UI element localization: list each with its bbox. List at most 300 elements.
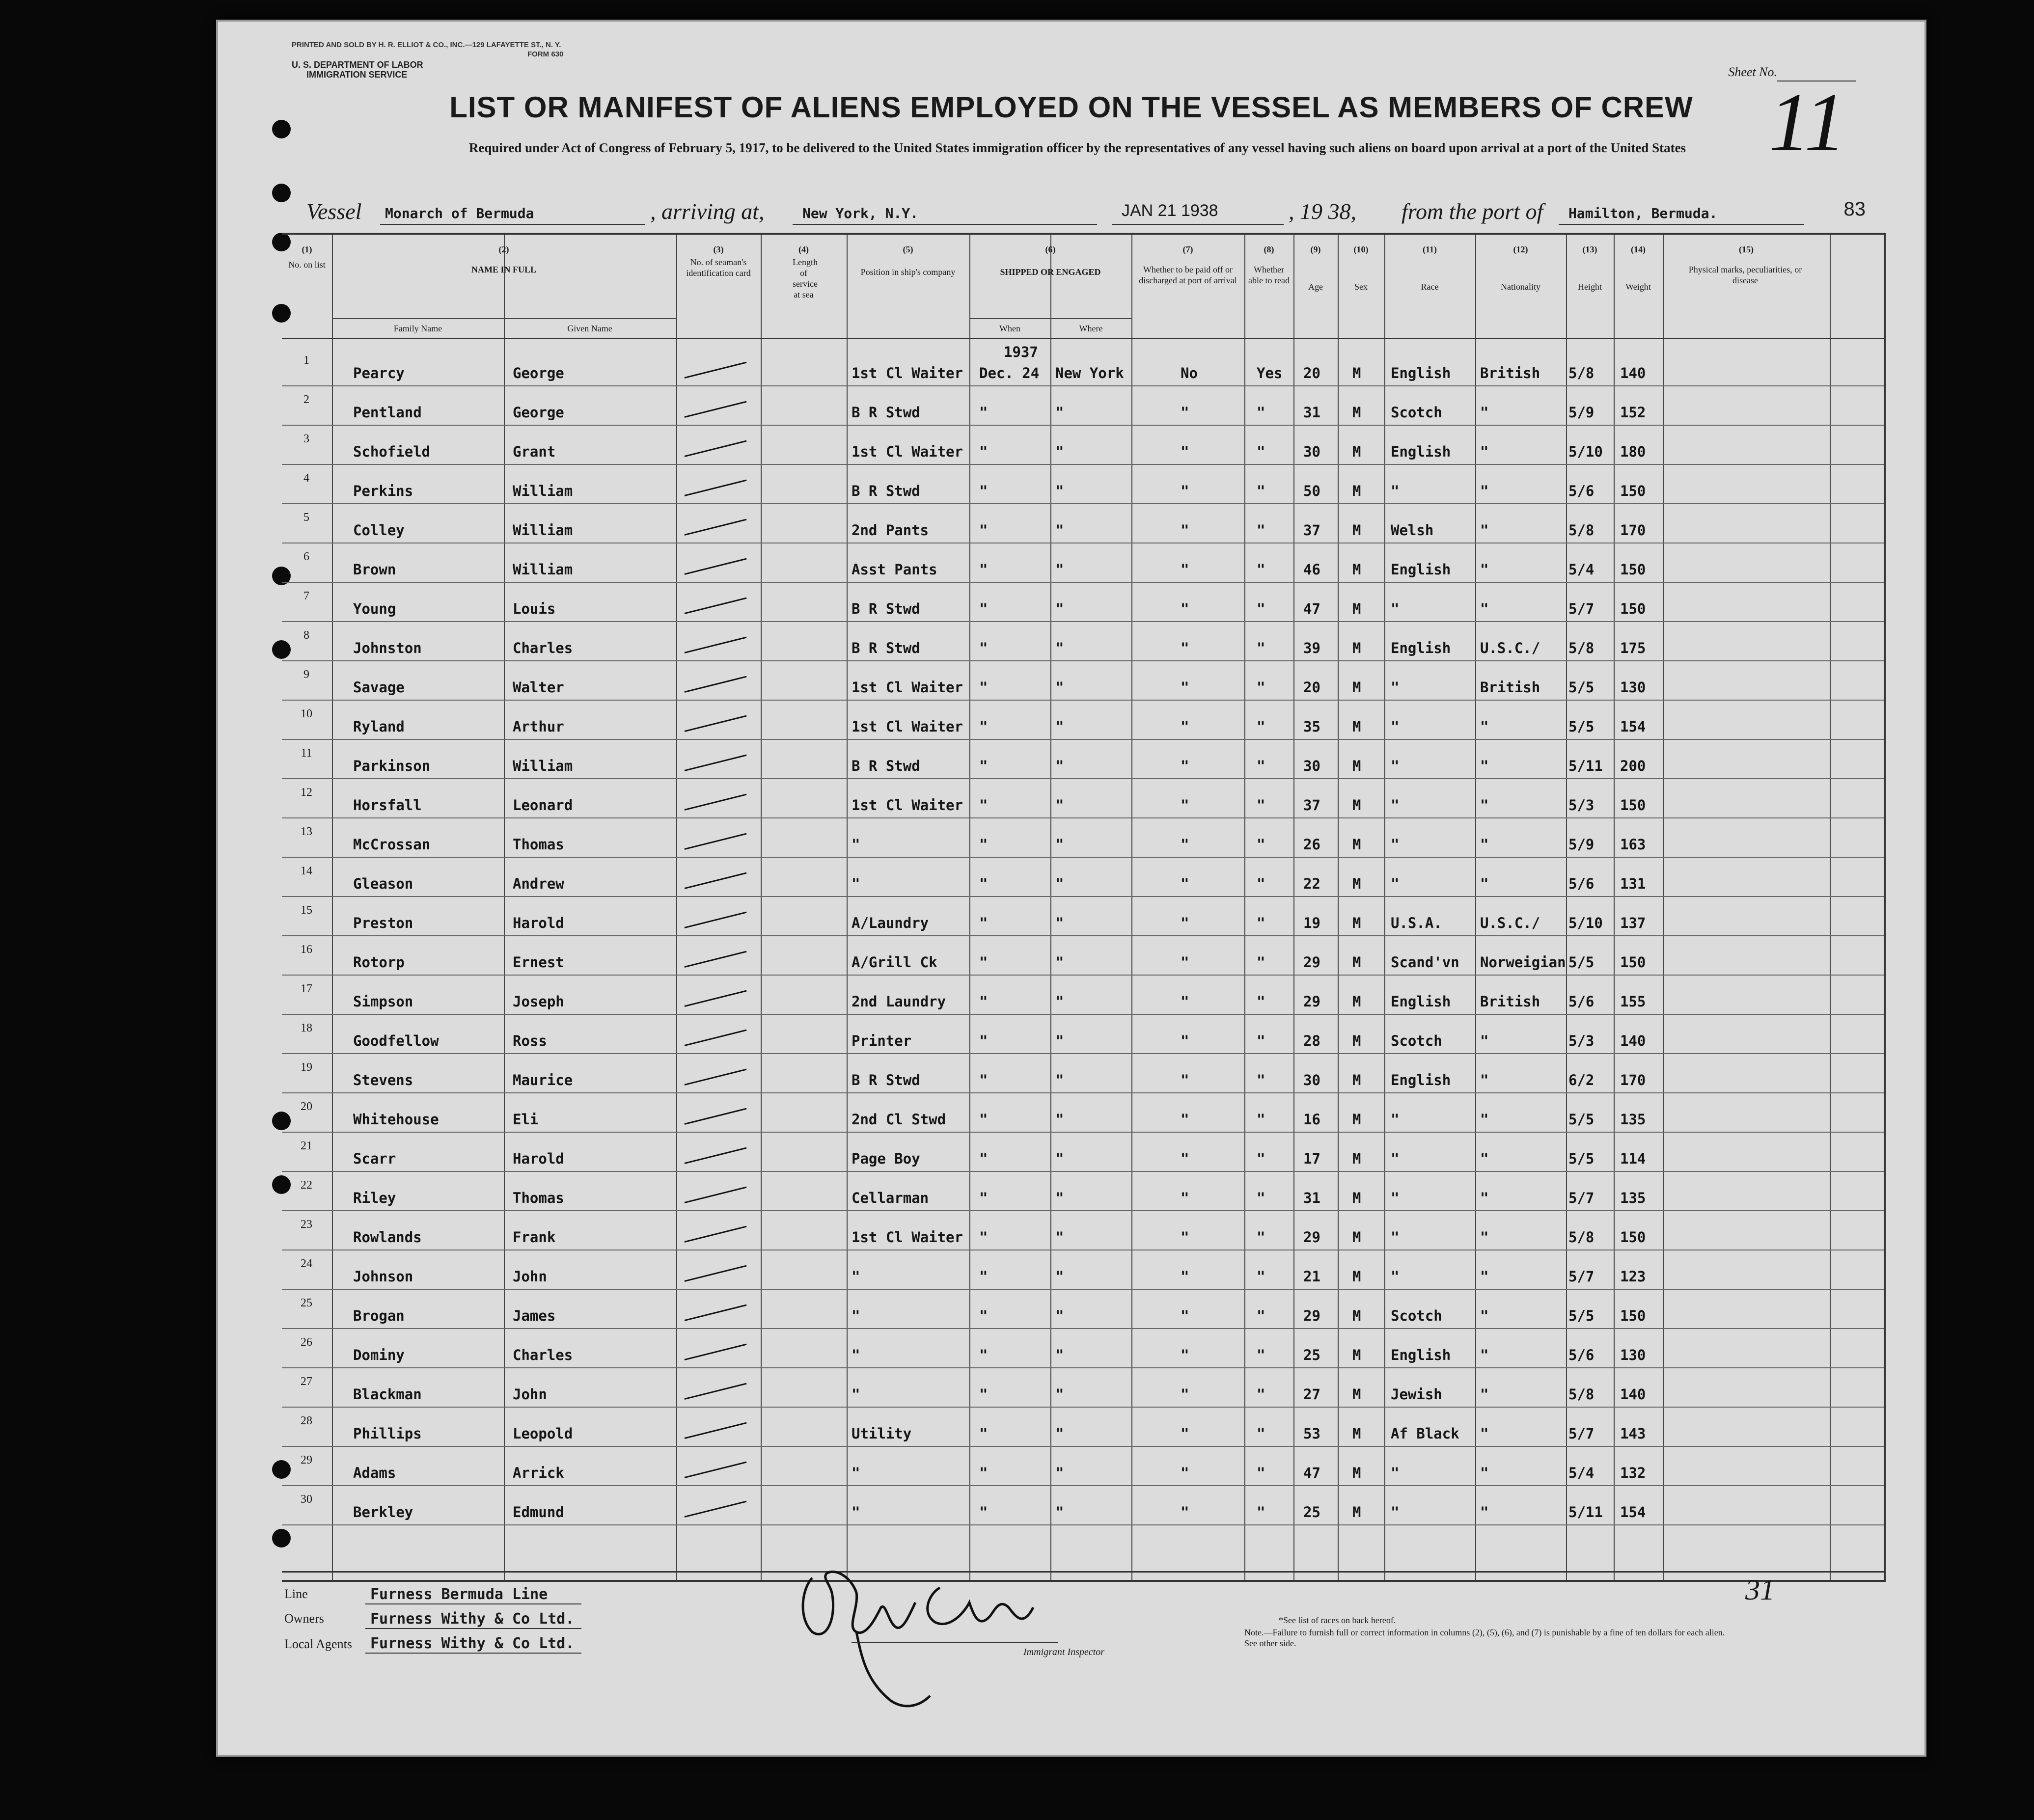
year-label: , 19 38, xyxy=(1289,199,1356,224)
able-to-read-cell: " xyxy=(1257,758,1265,774)
weight-cell: 140 xyxy=(1620,1386,1646,1403)
check-mark xyxy=(685,715,747,732)
check-mark xyxy=(685,951,747,968)
given-name-cell: Maurice xyxy=(513,1072,573,1088)
able-to-read-cell: " xyxy=(1257,954,1265,971)
age-cell: 50 xyxy=(1303,483,1320,499)
shipped-when-cell: " xyxy=(979,522,988,539)
department-block xyxy=(292,60,423,80)
able-to-read-cell: " xyxy=(1257,1268,1265,1285)
height-cell: 5/5 xyxy=(1568,954,1594,971)
row-rule xyxy=(282,817,1884,818)
weight-cell: 150 xyxy=(1620,1229,1646,1246)
owners-underline xyxy=(365,1628,581,1629)
check-mark xyxy=(685,1147,747,1164)
given-name-cell: Harold xyxy=(513,1150,564,1167)
given-name-cell: Edmund xyxy=(513,1504,564,1521)
shipped-where-cell: " xyxy=(1055,915,1064,931)
sex-cell: M xyxy=(1352,1072,1361,1088)
race-cell: Jewish xyxy=(1391,1386,1442,1403)
age-cell: 47 xyxy=(1303,1465,1320,1481)
age-cell: 16 xyxy=(1303,1111,1320,1128)
given-name-cell: Andrew xyxy=(513,875,564,892)
family-name-cell: Whitehouse xyxy=(353,1111,439,1128)
nationality-cell: " xyxy=(1480,404,1489,421)
able-to-read-cell: " xyxy=(1257,1229,1265,1246)
check-mark xyxy=(685,1383,747,1400)
shipped-where-cell: " xyxy=(1055,1268,1064,1285)
shipped-where-cell: " xyxy=(1055,1347,1064,1363)
row-rule xyxy=(282,1328,1884,1329)
shipped-year: 1937 xyxy=(1004,344,1038,360)
inspector-line xyxy=(852,1642,1058,1643)
shipped-when-cell: " xyxy=(979,1229,988,1246)
height-cell: 5/5 xyxy=(1568,1111,1594,1128)
position-cell: 2nd Cl Stwd xyxy=(852,1111,946,1128)
shipped-where-cell: " xyxy=(1055,1307,1064,1324)
row-number: 23 xyxy=(301,1218,312,1231)
check-mark xyxy=(685,637,747,653)
sex-cell: M xyxy=(1352,1032,1361,1049)
nationality-cell: " xyxy=(1480,1307,1489,1324)
given-name-cell: Louis xyxy=(513,600,556,617)
shipped-when-cell: " xyxy=(979,483,988,499)
shipped-when-cell: " xyxy=(979,875,988,892)
paid-off-cell: " xyxy=(1181,1386,1189,1403)
family-name-cell: Rowlands xyxy=(353,1229,422,1246)
nationality-cell: " xyxy=(1480,1347,1489,1363)
sex-cell: M xyxy=(1352,1150,1361,1167)
check-mark xyxy=(685,1344,747,1360)
col-rule xyxy=(847,235,848,1580)
height-cell: 5/10 xyxy=(1568,443,1603,460)
agents-label: Local Agents xyxy=(284,1637,352,1651)
column-number: (10) xyxy=(1353,244,1369,254)
age-cell: 27 xyxy=(1303,1386,1320,1403)
height-cell: 5/8 xyxy=(1568,365,1594,381)
shipped-where-cell: " xyxy=(1055,483,1064,499)
race-cell: U.S.A. xyxy=(1391,915,1442,931)
age-cell: 19 xyxy=(1303,915,1320,931)
subheader-where: Where xyxy=(1079,324,1103,333)
row-rule xyxy=(282,660,1884,661)
shipped-when-cell: " xyxy=(979,1072,988,1088)
family-name-cell: Adams xyxy=(353,1465,396,1481)
subheader-given-name: Given Name xyxy=(567,324,612,333)
given-name-cell: Leonard xyxy=(513,797,573,814)
given-name-cell: Charles xyxy=(513,1347,573,1363)
shipped-when-cell: " xyxy=(979,1111,988,1128)
race-cell: Scotch xyxy=(1391,404,1442,421)
paid-off-cell: " xyxy=(1181,1425,1189,1442)
sex-cell: M xyxy=(1352,875,1361,892)
nationality-cell: " xyxy=(1480,875,1489,892)
sex-cell: M xyxy=(1352,443,1361,460)
sex-cell: M xyxy=(1352,365,1361,381)
sex-cell: M xyxy=(1352,600,1361,617)
header-rule xyxy=(282,338,1884,339)
shipped-where-cell: " xyxy=(1055,404,1064,421)
able-to-read-cell: " xyxy=(1257,1111,1265,1128)
col-rule xyxy=(761,235,762,1580)
check-mark xyxy=(685,480,747,496)
row-number: 10 xyxy=(301,707,312,720)
able-to-read-cell: " xyxy=(1257,443,1265,460)
race-cell: " xyxy=(1391,1465,1400,1481)
col-rule xyxy=(1293,235,1294,1580)
check-mark xyxy=(685,558,747,575)
check-mark xyxy=(685,1226,747,1243)
height-cell: 5/8 xyxy=(1568,640,1594,656)
paid-off-cell: " xyxy=(1181,600,1189,617)
row-rule xyxy=(282,425,1884,426)
nationality-cell: " xyxy=(1480,718,1489,735)
row-rule xyxy=(282,1210,1884,1211)
shipped-when-cell: " xyxy=(979,1190,988,1206)
given-name-cell: Harold xyxy=(513,915,564,931)
row-rule xyxy=(282,464,1884,465)
row-rule xyxy=(282,1524,1884,1525)
nationality-cell: " xyxy=(1480,1072,1489,1088)
shipped-where-cell: " xyxy=(1055,1190,1064,1206)
shipped-when-cell: " xyxy=(979,1504,988,1521)
nationality-cell: " xyxy=(1480,1465,1489,1481)
given-name-cell: Leopold xyxy=(513,1425,573,1442)
family-name-cell: Preston xyxy=(353,915,413,931)
column-header-height: Height xyxy=(1578,282,1602,292)
able-to-read-cell: " xyxy=(1257,718,1265,735)
column-header-paid-off: Whether to be paid off or discharged at port of arrival xyxy=(1139,265,1237,285)
paid-off-cell: " xyxy=(1181,1150,1189,1167)
height-cell: 5/4 xyxy=(1568,561,1594,578)
shipped-where-cell: " xyxy=(1055,522,1064,539)
inspector-label: Immigrant Inspector xyxy=(1023,1647,1104,1657)
weight-cell: 170 xyxy=(1620,1072,1646,1088)
race-cell: English xyxy=(1391,443,1451,460)
height-cell: 5/9 xyxy=(1568,404,1594,421)
age-cell: 35 xyxy=(1303,718,1320,735)
family-name-cell: Phillips xyxy=(353,1425,422,1442)
owners-value: Furness Withy & Co Ltd. xyxy=(370,1610,575,1628)
column-header-weight: Weight xyxy=(1625,282,1651,292)
column-header-id-card: No. of seaman's identification card xyxy=(686,257,751,278)
column-number: (4) xyxy=(798,244,809,254)
weight-cell: 200 xyxy=(1620,758,1646,774)
given-name-cell: John xyxy=(513,1386,547,1403)
shipped-where-cell: " xyxy=(1055,561,1064,578)
able-to-read-cell: Yes xyxy=(1257,365,1283,381)
able-to-read-cell: " xyxy=(1257,1425,1265,1442)
race-cell: " xyxy=(1391,797,1400,814)
service-name: IMMIGRATION SERVICE xyxy=(306,70,408,80)
sex-cell: M xyxy=(1352,954,1361,971)
agents-value: Furness Withy & Co Ltd. xyxy=(370,1635,575,1652)
row-number: 16 xyxy=(301,943,312,956)
weight-cell: 143 xyxy=(1620,1425,1646,1442)
column-number: (3) xyxy=(713,244,724,254)
position-cell: Printer xyxy=(852,1032,912,1049)
check-mark xyxy=(685,1265,747,1282)
position-cell: " xyxy=(852,1386,860,1403)
age-cell: 37 xyxy=(1303,797,1320,814)
able-to-read-cell: " xyxy=(1257,797,1265,814)
height-cell: 5/5 xyxy=(1568,679,1594,696)
shipped-where-cell: " xyxy=(1055,640,1064,656)
check-mark xyxy=(685,1069,747,1086)
age-cell: 25 xyxy=(1303,1347,1320,1363)
race-cell: " xyxy=(1391,1504,1400,1521)
row-number: 15 xyxy=(301,904,312,917)
check-mark xyxy=(685,1108,747,1125)
age-cell: 26 xyxy=(1303,836,1320,853)
manifest-page xyxy=(216,20,1926,1757)
total-mark: 31 xyxy=(1745,1574,1775,1606)
age-cell: 30 xyxy=(1303,443,1320,460)
height-cell: 5/3 xyxy=(1568,797,1594,814)
age-cell: 28 xyxy=(1303,1032,1320,1049)
departure-port: Hamilton, Bermuda. xyxy=(1568,205,1718,221)
shipped-when-cell: " xyxy=(979,1268,988,1285)
height-cell: 5/4 xyxy=(1568,1465,1594,1481)
weight-cell: 135 xyxy=(1620,1111,1646,1128)
position-cell: " xyxy=(852,1307,860,1324)
position-cell: " xyxy=(852,1504,860,1521)
column-header-sex: Sex xyxy=(1354,282,1368,292)
able-to-read-cell: " xyxy=(1257,640,1265,656)
height-cell: 5/6 xyxy=(1568,875,1594,892)
height-cell: 5/7 xyxy=(1568,1268,1594,1285)
height-cell: 5/8 xyxy=(1568,522,1594,539)
column-header-no: No. on list xyxy=(288,260,326,270)
weight-cell: 155 xyxy=(1620,993,1646,1010)
col-rule xyxy=(1244,235,1245,1580)
paid-off-cell: " xyxy=(1181,1032,1189,1049)
race-cell: Scotch xyxy=(1391,1032,1442,1049)
subheader-when: When xyxy=(999,324,1020,333)
check-mark xyxy=(685,362,747,379)
race-cell: " xyxy=(1391,1111,1400,1128)
age-cell: 31 xyxy=(1303,1190,1320,1206)
sex-cell: M xyxy=(1352,404,1361,421)
row-number: 14 xyxy=(301,865,312,877)
column-number: (11) xyxy=(1423,244,1437,254)
paid-off-cell: " xyxy=(1181,836,1189,853)
row-rule xyxy=(282,778,1884,779)
nationality-cell: Norweigian xyxy=(1480,954,1566,971)
races-note: *See list of races on back hereof. xyxy=(1279,1615,1396,1625)
position-cell: " xyxy=(852,1465,860,1481)
given-name-cell: William xyxy=(513,522,573,539)
weight-cell: 150 xyxy=(1620,561,1646,578)
vessel-label: Vessel xyxy=(306,199,362,224)
row-rule xyxy=(282,1367,1884,1368)
family-name-cell: Savage xyxy=(353,679,405,696)
family-name-cell: McCrossan xyxy=(353,836,431,853)
race-cell: Af Black xyxy=(1391,1425,1459,1442)
weight-cell: 132 xyxy=(1620,1465,1646,1481)
row-number: 29 xyxy=(301,1454,312,1467)
family-name-cell: Pentland xyxy=(353,404,422,421)
when-where-rule xyxy=(1050,318,1051,1571)
given-name-cell: Arrick xyxy=(513,1465,564,1481)
paid-off-cell: No xyxy=(1181,365,1198,381)
able-to-read-cell: " xyxy=(1257,1504,1265,1521)
check-mark xyxy=(685,1187,747,1203)
line-underline xyxy=(365,1603,581,1604)
check-mark xyxy=(685,1030,747,1046)
row-rule xyxy=(282,503,1884,504)
nationality-cell: " xyxy=(1480,600,1489,617)
column-number: (7) xyxy=(1182,244,1193,254)
height-cell: 5/8 xyxy=(1568,1386,1594,1403)
position-cell: B R Stwd xyxy=(852,758,920,774)
race-cell: " xyxy=(1391,758,1400,774)
row-rule xyxy=(282,582,1884,583)
position-cell: 1st Cl Waiter xyxy=(852,365,963,381)
family-name-cell: Ryland xyxy=(353,718,405,735)
shipped-where-cell: " xyxy=(1055,1229,1064,1246)
nationality-cell: " xyxy=(1480,561,1489,578)
nationality-cell: " xyxy=(1480,1386,1489,1403)
shipped-where-cell: " xyxy=(1055,443,1064,460)
subheader-family-name: Family Name xyxy=(393,324,442,333)
shipped-when-cell: " xyxy=(979,718,988,735)
able-to-read-cell: " xyxy=(1257,522,1265,539)
vessel-line xyxy=(306,198,1804,228)
col-rule xyxy=(1131,235,1132,1580)
row-number: 25 xyxy=(301,1297,312,1309)
row-rule xyxy=(282,1014,1884,1015)
sex-cell: M xyxy=(1352,758,1361,774)
race-cell: " xyxy=(1391,483,1400,499)
height-cell: 5/11 xyxy=(1568,758,1603,774)
family-name-cell: Brogan xyxy=(353,1307,405,1324)
column-header-nationality: Nationality xyxy=(1501,282,1540,292)
weight-cell: 135 xyxy=(1620,1190,1646,1206)
given-name-cell: Walter xyxy=(513,679,564,696)
row-number: 18 xyxy=(301,1022,312,1034)
given-name-cell: James xyxy=(513,1307,556,1324)
race-cell: " xyxy=(1391,679,1400,696)
age-cell: 25 xyxy=(1303,1504,1320,1521)
family-name-cell: Johnston xyxy=(353,640,422,656)
row-rule xyxy=(282,857,1884,858)
row-rule xyxy=(282,1171,1884,1172)
arriving-label: , arriving at, xyxy=(650,199,765,224)
column-header-name: NAME IN FULL xyxy=(471,265,536,274)
shipped-when-cell: " xyxy=(979,1386,988,1403)
col-rule xyxy=(969,235,970,1580)
nationality-cell: " xyxy=(1480,1268,1489,1285)
column-header-read: Whether able to read xyxy=(1248,265,1290,285)
row-number: 1 xyxy=(303,354,309,367)
able-to-read-cell: " xyxy=(1257,1347,1265,1363)
row-number: 19 xyxy=(301,1061,312,1074)
paid-off-cell: " xyxy=(1181,1072,1189,1088)
check-mark xyxy=(685,833,747,850)
able-to-read-cell: " xyxy=(1257,993,1265,1010)
family-name-cell: Stevens xyxy=(353,1072,413,1088)
row-rule xyxy=(282,1446,1884,1447)
column-number: (15) xyxy=(1739,244,1754,254)
position-cell: 1st Cl Waiter xyxy=(852,1229,963,1246)
given-name-cell: Thomas xyxy=(513,836,564,853)
height-cell: 5/8 xyxy=(1568,1229,1594,1246)
height-cell: 5/7 xyxy=(1568,1190,1594,1206)
position-cell: " xyxy=(852,1268,860,1285)
shipped-when-cell: " xyxy=(979,1307,988,1324)
family-name-cell: Simpson xyxy=(353,993,413,1010)
check-mark xyxy=(685,794,747,811)
page-title: LIST OR MANIFEST OF ALIENS EMPLOYED ON THE VESSEL AS MEMBERS OF CREW xyxy=(449,91,1693,124)
col-rule xyxy=(676,235,677,1580)
col-rule xyxy=(1566,235,1567,1580)
column-header-position: Position in ship's company xyxy=(860,267,956,277)
able-to-read-cell: " xyxy=(1257,1150,1265,1167)
position-cell: Page Boy xyxy=(852,1150,920,1167)
check-mark xyxy=(685,1501,747,1518)
line-value: Furness Bermuda Line xyxy=(370,1586,548,1603)
age-cell: 21 xyxy=(1303,1268,1320,1285)
column-number: (9) xyxy=(1310,244,1321,254)
col-rule xyxy=(1475,235,1476,1580)
nationality-cell: U.S.C./ xyxy=(1480,915,1540,931)
column-number: (5) xyxy=(903,244,913,254)
row-number: 3 xyxy=(303,433,309,445)
shipped-where-cell: " xyxy=(1055,1425,1064,1442)
paid-off-cell: " xyxy=(1181,797,1189,814)
column-header-service: Length of service at sea xyxy=(793,257,818,299)
shipped-when-cell: " xyxy=(979,561,988,578)
nationality-cell: British xyxy=(1480,993,1540,1010)
weight-cell: 123 xyxy=(1620,1268,1646,1285)
able-to-read-cell: " xyxy=(1257,1386,1265,1403)
weight-cell: 152 xyxy=(1620,404,1646,421)
race-cell: English xyxy=(1391,993,1451,1010)
check-mark xyxy=(685,1422,747,1439)
age-cell: 17 xyxy=(1303,1150,1320,1167)
weight-cell: 154 xyxy=(1620,718,1646,735)
able-to-read-cell: " xyxy=(1257,404,1265,421)
sex-cell: M xyxy=(1352,1425,1361,1442)
paid-off-cell: " xyxy=(1181,483,1189,499)
nationality-cell: " xyxy=(1480,1229,1489,1246)
row-number: 9 xyxy=(303,668,309,681)
paid-off-cell: " xyxy=(1181,404,1189,421)
family-name-cell: Brown xyxy=(353,561,396,578)
family-name-cell: Horsfall xyxy=(353,797,422,814)
agents-underline xyxy=(365,1653,581,1654)
row-number: 8 xyxy=(303,629,309,642)
row-rule xyxy=(282,1485,1884,1486)
col-rule xyxy=(504,235,505,1580)
shipped-where-cell: " xyxy=(1055,1386,1064,1403)
height-cell: 5/9 xyxy=(1568,836,1594,853)
bottom-rule xyxy=(282,1571,1884,1573)
row-rule xyxy=(282,1053,1884,1054)
shipped-when-cell: " xyxy=(979,600,988,617)
race-cell: English xyxy=(1391,1347,1451,1363)
position-cell: A/Laundry xyxy=(852,915,929,931)
sex-cell: M xyxy=(1352,1111,1361,1128)
position-cell: " xyxy=(852,875,860,892)
given-name-cell: George xyxy=(513,365,564,381)
column-number: (13) xyxy=(1582,244,1597,254)
nationality-cell: " xyxy=(1480,1504,1489,1521)
paid-off-cell: " xyxy=(1181,1465,1189,1481)
sex-cell: M xyxy=(1352,915,1361,931)
column-header-shipped: SHIPPED OR ENGAGED xyxy=(1000,267,1101,277)
